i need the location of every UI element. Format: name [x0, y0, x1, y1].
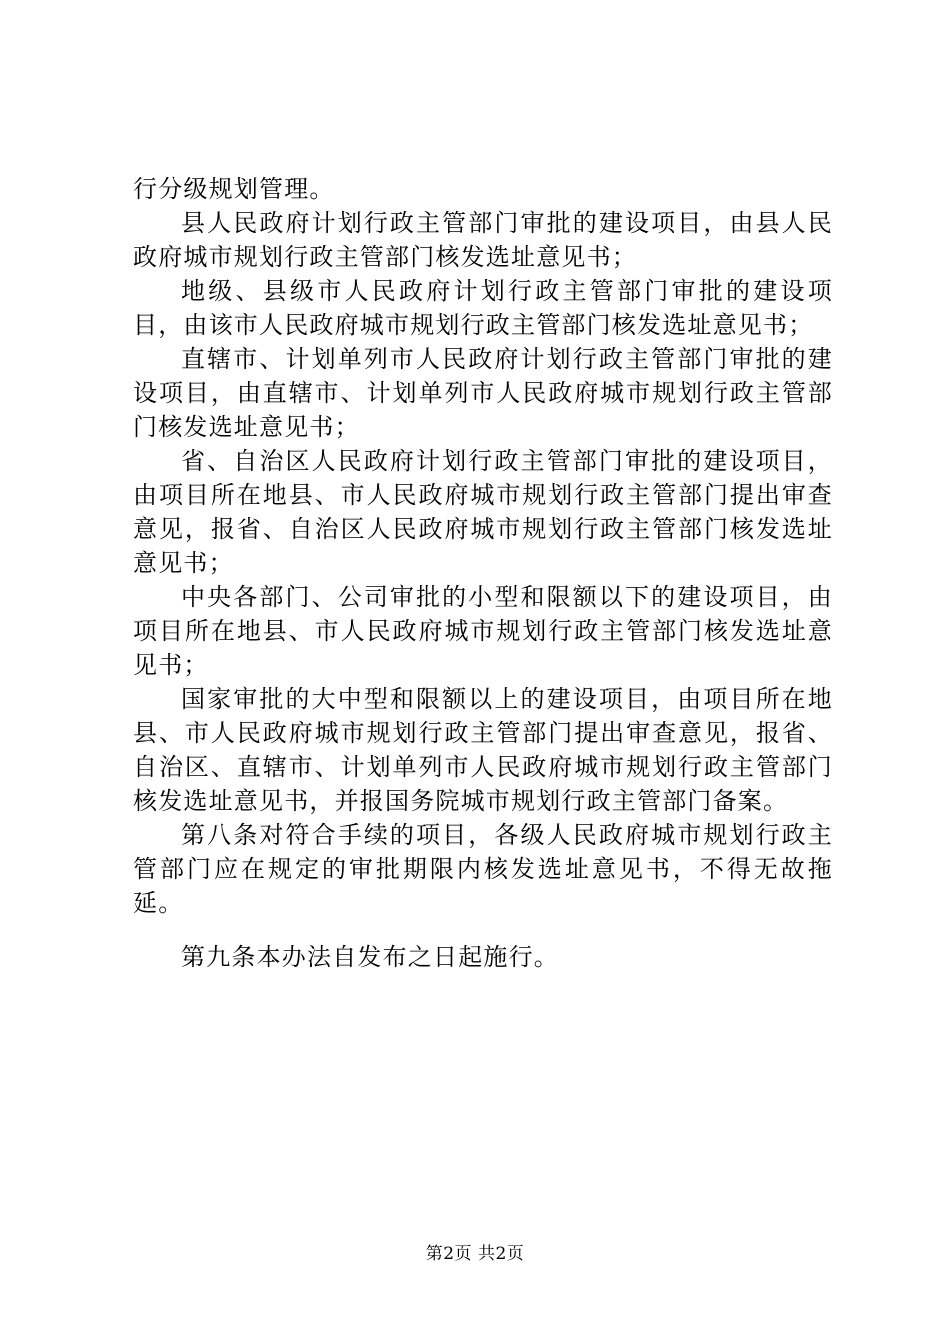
- paragraph-article-9: 第九条本办法自发布之日起施行。: [181, 943, 559, 971]
- paragraph-article-8: 第八条对符合手续的项目，各级人民政府城市规划行政主管部门应在规定的审批期限内核发选址意见书，不得无故拖延。: [133, 821, 833, 917]
- paragraph-municipality-approval: 直辖市、计划单列市人民政府计划行政主管部门审批的建设项目，由直辖市、计划单列市人民政府城市规划行政主管部门核发选址意见书；: [133, 345, 833, 441]
- paragraph-continuation: 行分级规划管理。: [133, 175, 335, 203]
- paragraph-county-approval: 县人民政府计划行政主管部门审批的建设项目，由县人民政府城市规划行政主管部门核发选址意见书；: [133, 209, 833, 271]
- page-footer: [0, 1243, 950, 1265]
- paragraph-central-approval: 中央各部门、公司审批的小型和限额以下的建设项目，由项目所在地县、市人民政府城市规划行政主管部门核发选址意见书；: [133, 583, 833, 679]
- page-number-indicator: 第2页 共2页: [425, 1244, 525, 1264]
- paragraph-prefecture-approval: 地级、县级市人民政府计划行政主管部门审批的建设项目，由该市人民政府城市规划行政主管部门核发选址意见书；: [133, 277, 833, 339]
- paragraph-state-approval: 国家审批的大中型和限额以上的建设项目，由项目所在地县、市人民政府城市规划行政主管部门提出审查意见，报省、自治区、直辖市、计划单列市人民政府城市规划行政主管部门核发选址意见书，并报国务院城市规划行政主管部门备案。: [133, 685, 833, 815]
- document-body: [133, 172, 833, 974]
- paragraph-province-approval: 省、自治区人民政府计划行政主管部门审批的建设项目，由项目所在地县、市人民政府城市规划行政主管部门提出审查意见，报省、自治区人民政府城市规划行政主管部门核发选址意见书；: [133, 447, 833, 577]
